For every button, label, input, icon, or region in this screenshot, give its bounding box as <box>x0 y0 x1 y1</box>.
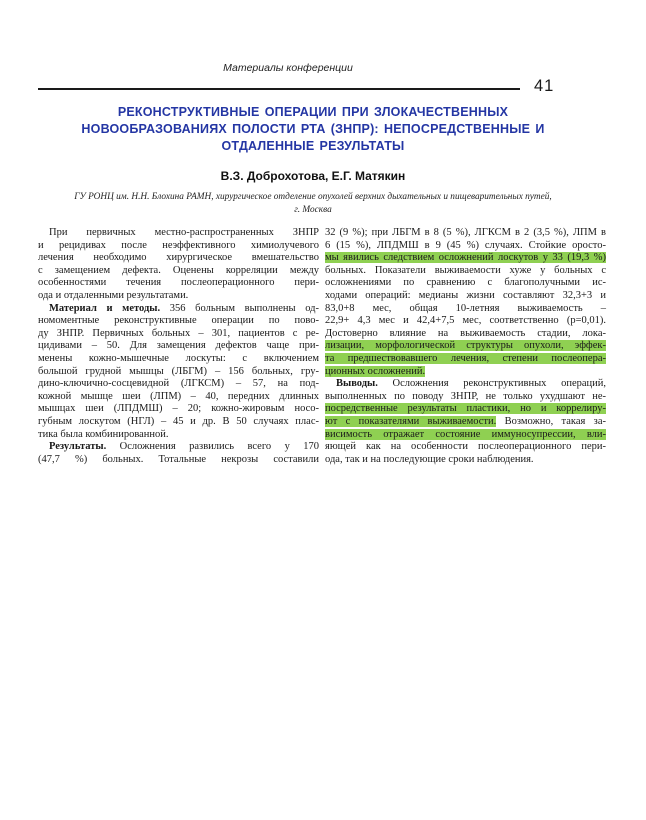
text-span: с замещением дефекта. Оценены корреляции между <box>38 264 319 276</box>
text-span: мышцах шеи (ЛПДМШ) – 20; кожно-жировым носо- <box>38 403 319 415</box>
text-span: яющей как на особенности послеоперационного пери- <box>325 441 606 453</box>
highlighted-text: лизации, морфологической структуры опухоли, эффек- <box>325 340 606 352</box>
text-line <box>38 416 319 429</box>
text-span: выполненных по поводу ЗНПР, не только ухудшают не- <box>325 390 606 402</box>
section-lead: Выводы. <box>336 378 378 390</box>
text-line <box>325 454 606 467</box>
text-span: цидивами – 50. Для замещения дефектов чаще при- <box>38 340 319 352</box>
text-span: тика была комбинированной. <box>38 428 169 440</box>
text-line <box>325 340 606 353</box>
body-columns <box>38 227 606 466</box>
text-line <box>325 328 606 341</box>
text-line <box>325 378 606 391</box>
text-line <box>325 391 606 404</box>
text-line <box>38 265 319 278</box>
text-line <box>325 403 606 416</box>
text-line <box>325 315 606 328</box>
column-left <box>38 227 319 466</box>
text-line <box>38 290 319 303</box>
text-span: (47,7 %) больных. Тотальные некрозы составили <box>38 453 319 465</box>
text-line <box>325 252 606 265</box>
text-line <box>325 366 606 379</box>
text-span: лечения необходимо хирургическое вмешательство <box>38 252 319 264</box>
text-span: Осложнения развились всего у 170 <box>106 441 319 453</box>
text-line <box>38 315 319 328</box>
text-line <box>325 240 606 253</box>
text-line <box>38 340 319 353</box>
text-span: 356 больным выполнены од- <box>160 302 319 314</box>
text-line <box>325 441 606 454</box>
text-line <box>38 403 319 416</box>
running-header: Материалы конференции <box>223 62 353 74</box>
text-line <box>325 303 606 316</box>
text-span: дино-ключично-сосцевидной (ЛГКСМ) – 57, на под- <box>38 378 319 390</box>
text-line <box>38 391 319 404</box>
text-line <box>38 328 319 341</box>
text-line <box>325 429 606 442</box>
section-lead: Материал и методы. <box>49 302 161 314</box>
text-span: менены кожно-мышечные лоскуты: с включением <box>38 352 319 364</box>
highlighted-text: посредственные результаты пластики, но и коррелиру- <box>325 403 606 415</box>
authors-line: В.З. Доброхотова, Е.Г. Матякин <box>220 169 406 183</box>
text-span: кожной мышце шеи (ЛПМ) – 40, передних длинных <box>38 390 319 402</box>
highlighted-text: ют с показателями выживаемости. <box>325 415 497 427</box>
article-title: РЕКОНСТРУКТИВНЫЕ ОПЕРАЦИИ ПРИ ЗЛОКАЧЕСТВЕННЫХ НОВООБРАЗОВАНИЯХ ПОЛОСТИ РТА (ЗНПР): НЕПОСРЕДСТВЕННЫЕ И ОТДАЛЕННЫЕ РЕЗУЛЬТАТЫ <box>81 105 545 153</box>
highlighted-text: висимость отражает состояние иммуносупрессии, вли- <box>325 428 606 440</box>
text-line <box>325 353 606 366</box>
text-line <box>38 227 319 240</box>
text-span: 83,0+8 мес, общая 10-летняя выживаемость – <box>325 302 606 314</box>
text-span: Достоверно влияние на выживаемость стадии, лока- <box>325 327 606 339</box>
text-span: большой грудной мышцы (ЛБГМ) – 156 больных, гру- <box>38 365 319 377</box>
text-span: 32 (9 %); при ЛБГМ в 8 (5 %), ЛГКСМ в 2 (3,5 %), ЛПМ в <box>325 227 606 238</box>
text-span: Осложнения реконструктивных операций, <box>377 378 606 390</box>
text-span: особенностями течения послеоперационного пери- <box>38 277 319 289</box>
text-line <box>38 303 319 316</box>
highlighted-text: мы явились следствием осложнений лоскутов у 33 (19,3 %) <box>325 252 606 264</box>
text-span: 6 (15 %), ЛПДМШ в 9 (45 %) случаях. Стойкие оросто- <box>325 239 606 251</box>
text-span: ду ЗНПР. Первичных больных – 301, пациентов с ре- <box>38 327 319 339</box>
text-span: ода, так и на последующие сроки наблюдения. <box>325 453 534 465</box>
text-span: ода и отдаленными результатами. <box>38 289 189 301</box>
text-span: 22,9+ 4,3 мес и 42,4+7,5 мес, соответственно (р=0,01). <box>325 315 606 327</box>
text-span: ходами операций: медианы жизни составляют 32,3+3 и <box>325 289 606 301</box>
text-span: осложнениями по сравнению с благополучными ис- <box>325 277 606 289</box>
text-line <box>38 277 319 290</box>
text-line <box>325 277 606 290</box>
text-line <box>325 227 606 240</box>
highlighted-text: та предшествовавшего лечения, степени послеопера- <box>325 352 606 364</box>
text-line <box>38 441 319 454</box>
text-span: номоментные реконструктивные операции по пово- <box>38 315 319 327</box>
text-line <box>325 290 606 303</box>
text-line <box>38 454 319 467</box>
text-line <box>325 416 606 429</box>
text-line <box>38 252 319 265</box>
text-line <box>38 240 319 253</box>
text-span: больных. Показатели выживаемости хуже у больных с <box>325 264 606 276</box>
header-rule <box>38 88 520 90</box>
text-span: Возможно, такая за- <box>496 415 606 427</box>
text-span: При первичных местно-распространенных ЗНПР <box>49 227 319 238</box>
text-line <box>38 429 319 442</box>
text-span: губным лоскутом (НГЛ) – 45 и др. В 50 случаях плас- <box>38 415 319 427</box>
section-lead: Результаты. <box>49 441 107 453</box>
text-line <box>325 265 606 278</box>
affiliation: ГУ РОНЦ им. Н.Н. Блохина РАМН, хирургическое отделение опухолей верхних дыхательных и пищеварительных путей, г. Москва <box>74 192 552 215</box>
text-line <box>38 366 319 379</box>
column-right <box>325 227 606 466</box>
page-number: 41 <box>534 77 555 95</box>
highlighted-text: ционных осложнений. <box>325 365 426 377</box>
text-line <box>38 353 319 366</box>
text-line <box>38 378 319 391</box>
text-span: и рецидивах после неэффективного химиолучевого <box>38 239 319 251</box>
